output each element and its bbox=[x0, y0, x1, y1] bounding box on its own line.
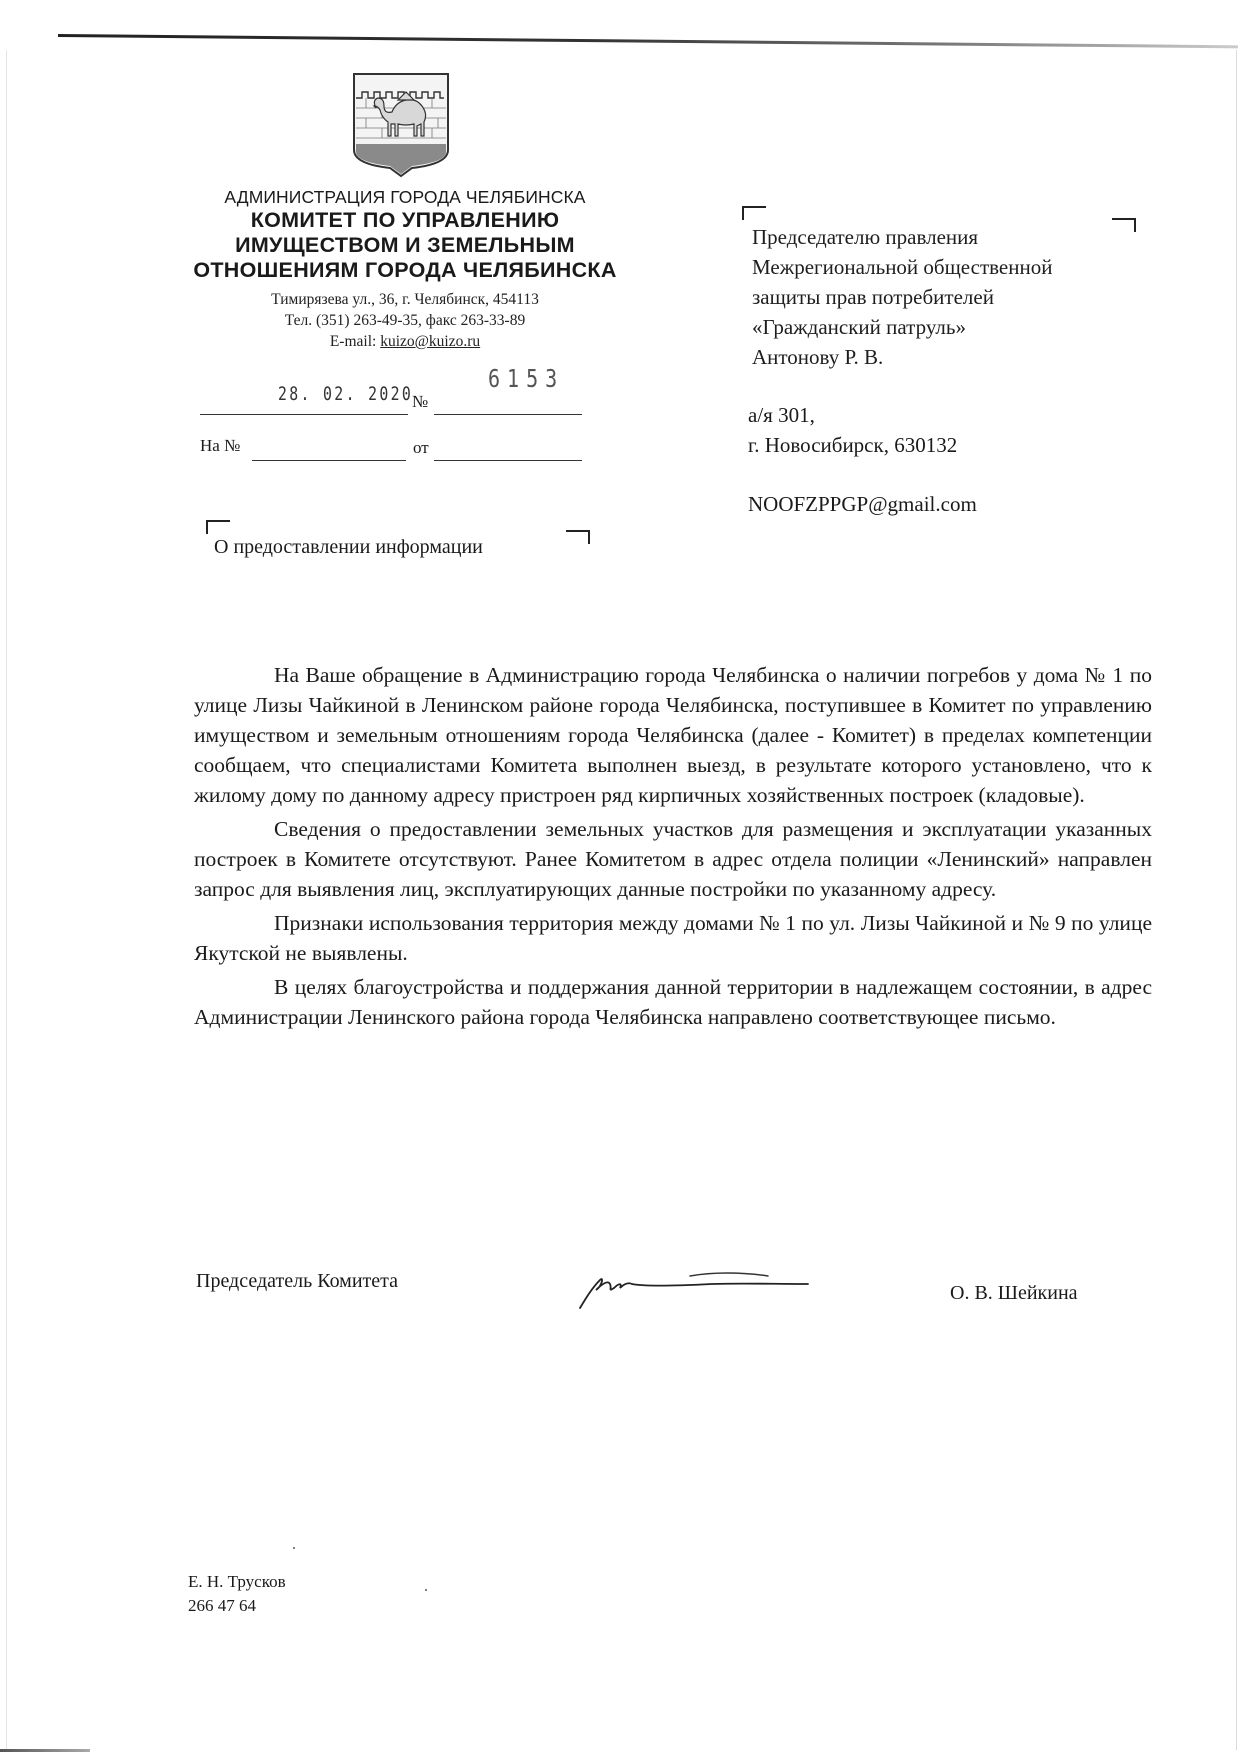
body-paragraph: Признаки использования территория между домами № 1 по ул. Лизы Чайкиной и № 9 по улице Якутской не выявлены. bbox=[194, 911, 1152, 965]
reference-number-underline bbox=[252, 460, 406, 461]
registration-number: 6153 bbox=[488, 363, 565, 393]
body-paragraph: В целях благоустройства и поддержания данной территории в надлежащем состоянии, в адрес Администрации Ленинского района города Челябинска направлено соответствующее письмо. bbox=[194, 975, 1152, 1029]
signatory-title: Председатель Комитета bbox=[196, 1270, 399, 1292]
scan-edge-left bbox=[6, 50, 7, 1750]
recipient-line: Межрегиональной общественной bbox=[752, 255, 1053, 279]
recipient-email: NOOFZPPGP@gmail.com bbox=[748, 492, 977, 516]
committee-phone: Тел. (351) 263-49-35, факс 263-33-89 bbox=[284, 312, 526, 329]
executor-phone: 266 47 64 bbox=[188, 1596, 256, 1615]
scan-edge-bottom bbox=[0, 1749, 90, 1752]
scan-speck bbox=[425, 1589, 427, 1591]
reference-from-underline bbox=[434, 460, 582, 461]
letter-subject: О предоставлении информации bbox=[214, 536, 483, 558]
reference-from-label: от bbox=[413, 438, 429, 457]
recipient-po-box: а/я 301, bbox=[748, 403, 815, 427]
coat-of-arms-icon bbox=[352, 72, 450, 178]
recipient-line: Председателю правления bbox=[752, 225, 979, 249]
letter-body bbox=[194, 660, 1152, 1032]
recipient-bracket-right bbox=[1112, 218, 1136, 232]
committee-email-line bbox=[160, 331, 650, 352]
body-paragraph: На Ваше обращение в Администрацию города Челябинска о наличии погребов у дома № 1 по улице Лизы Чайкиной в Ленинском районе города Челябинска, поступившее в Комитет по управлению имуществом и земельным отношениям города Челябинска (далее - Комитет) в пределах компетенции сообщаем, что специалистами Комитета выполнен выезд, в результате которого установлено, что к жилому дому по данному адресу пристроен ряд кирпичных хозяйственных построек (кладовые). bbox=[194, 663, 1152, 807]
recipient-line: Антонову Р. В. bbox=[752, 345, 884, 369]
executor-block bbox=[188, 1570, 286, 1618]
recipient-line: защиты прав потребителей bbox=[752, 285, 994, 309]
scan-edge-right bbox=[1236, 50, 1237, 1750]
committee-email-link[interactable]: kuizo@kuizo.ru bbox=[380, 333, 481, 350]
administration-name: АДМИНИСТРАЦИЯ ГОРОДА ЧЕЛЯБИНСКА bbox=[224, 187, 586, 207]
reference-number-label: На № bbox=[200, 436, 241, 455]
handwritten-signature-icon bbox=[572, 1268, 812, 1312]
top-scan-rule bbox=[58, 34, 1238, 48]
recipient-bracket-left bbox=[742, 206, 766, 220]
signatory-name: О. В. Шейкина bbox=[950, 1282, 1078, 1304]
recipient-address bbox=[748, 400, 957, 460]
committee-name-line-3: ОТНОШЕНИЯМ ГОРОДА ЧЕЛЯБИНСКА bbox=[193, 258, 617, 282]
scan-speck bbox=[293, 1547, 295, 1549]
email-label: E-mail: bbox=[329, 333, 381, 350]
date-underline bbox=[200, 414, 408, 415]
committee-name-line-2: ИМУЩЕСТВОМ И ЗЕМЕЛЬНЫМ bbox=[235, 233, 575, 257]
registration-date: 28. 02. 2020 bbox=[278, 383, 414, 405]
subject-bracket-right bbox=[566, 530, 590, 544]
recipient-line: «Гражданский патруль» bbox=[752, 315, 966, 339]
letterhead bbox=[160, 186, 650, 352]
committee-name-line-1: КОМИТЕТ ПО УПРАВЛЕНИЮ bbox=[250, 208, 560, 232]
executor-name: Е. Н. Трусков bbox=[188, 1572, 286, 1591]
number-underline bbox=[434, 414, 582, 415]
committee-address: Тимирязева ул., 36, г. Челябинск, 454113 bbox=[271, 291, 539, 308]
subject-bracket-left bbox=[206, 520, 230, 534]
number-label: № bbox=[412, 392, 429, 411]
recipient-block bbox=[752, 222, 1052, 372]
recipient-city: г. Новосибирск, 630132 bbox=[748, 433, 958, 457]
body-paragraph: Сведения о предоставлении земельных участков для размещения и эксплуатации указанных построек в Комитете отсутствуют. Ранее Комитетом в адрес отдела полиции «Ленинский» направлен запрос для выявления лиц, эксплуатирующих данные постройки по указанному адресу. bbox=[194, 817, 1152, 901]
